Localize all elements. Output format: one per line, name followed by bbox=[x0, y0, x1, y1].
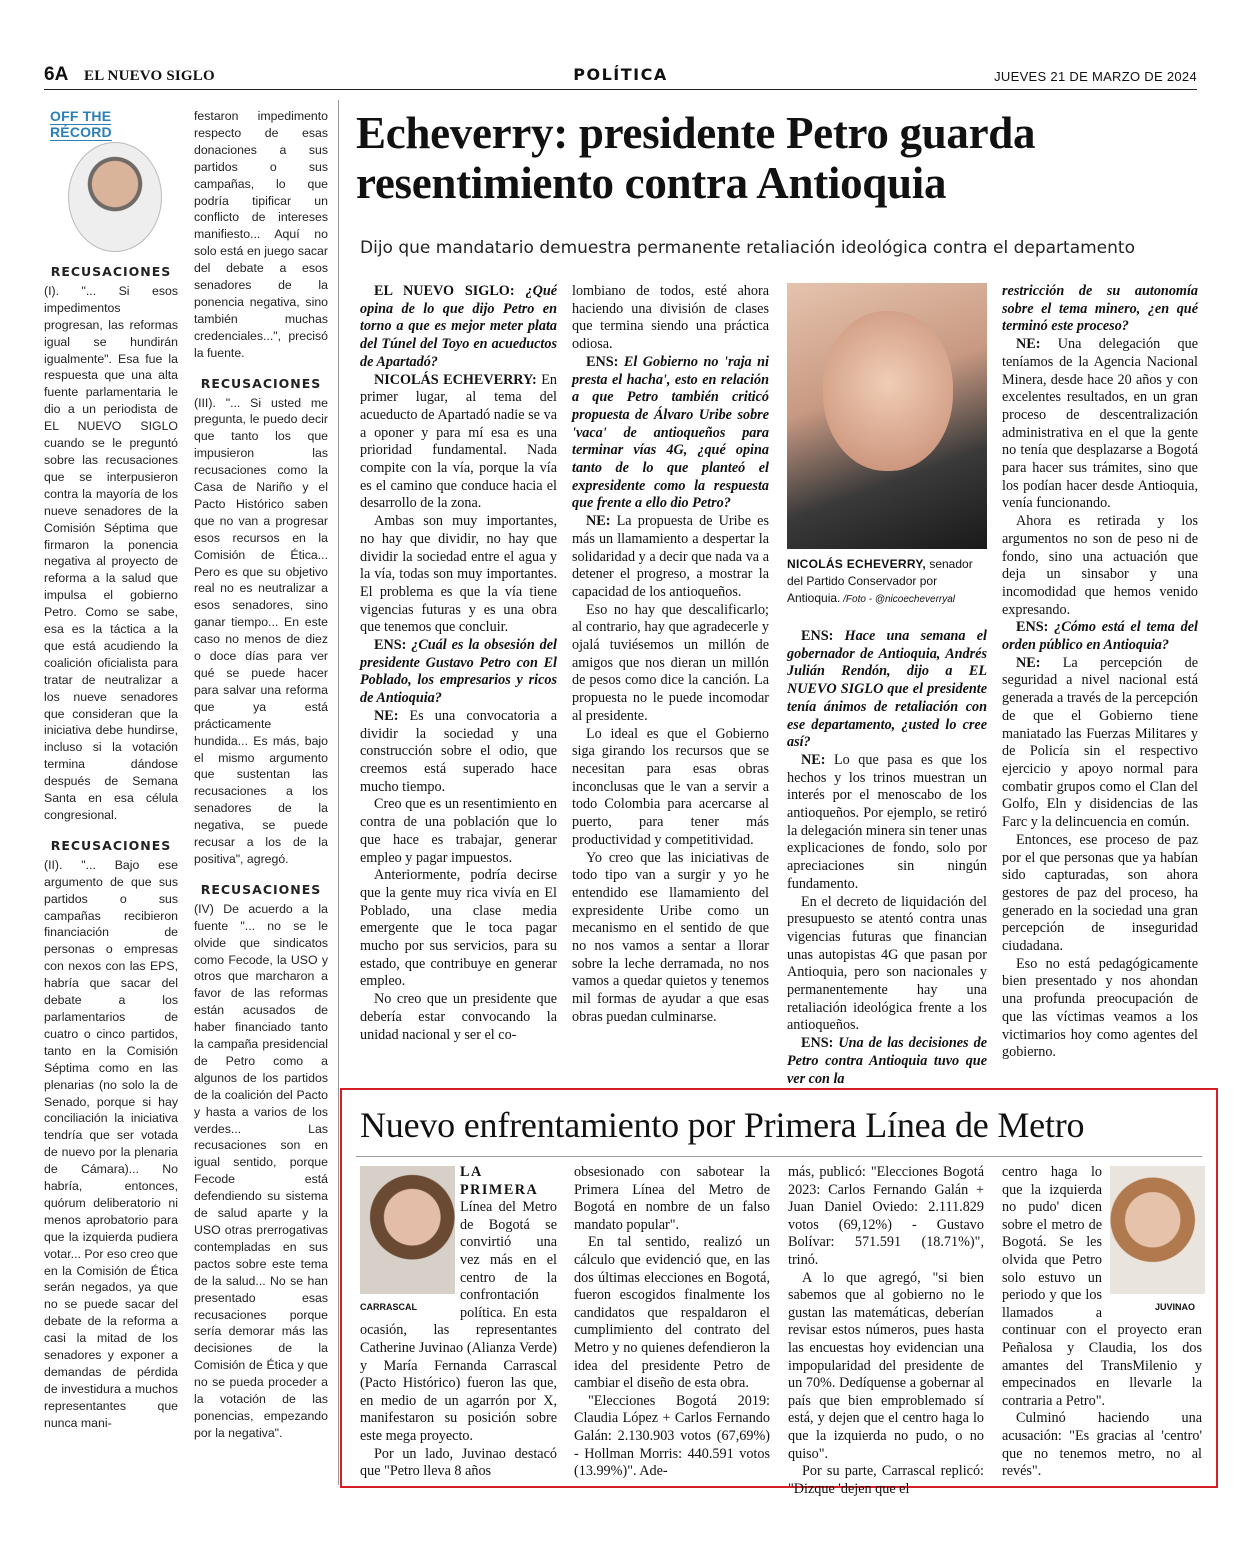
interview-answer: La percepción de seguridad a nivel nacional está generada a través de la percepción de que el Gobierno tiene maniatado las Fuerzas Militares y de Policía sin el respectivo ejercicio y apoyo normal para combatir grupos como el Clan del Golfo, Eln y disidencias de las Farc y la delincuencia en común. bbox=[1002, 654, 1198, 831]
speaker-label: ENS: bbox=[1016, 619, 1049, 636]
article-paragraph bbox=[360, 637, 557, 708]
interview-question: Una de las decisiones de Petro contra Antioquia tuvo que ver con la bbox=[787, 1035, 987, 1087]
interview-answer: En el decreto de liquidación del presupuesto se atentó contra unas vigencias futuras que financian unas autopistas 4G que pasan por Antioquia, pero son nacionales y permanentemente hay una retaliación ideológica frente a los antioqueños. bbox=[787, 893, 987, 1034]
article-title: Echeverry: presidente Petro guarda resentimiento contra Antioquia bbox=[356, 108, 1036, 208]
article-column-2 bbox=[572, 283, 769, 1027]
sidebar-paragraph: festaron impedimento respecto de esas donaciones a sus partidos o sus campañas, lo que podría tipificar un conflicto de intereses manifiesto... Aquí no solo está en juego sacar del debate a esos senadores de la ponencia negativa, sino también muchas credenciales...", precisó la fuente. bbox=[194, 109, 328, 360]
interview-answer: Ahora es retirada y los argumentos no son de peso ni de fondo, sino una actuación que deja un sinsabor y una incomodidad que hemos venido expresando. bbox=[1002, 513, 1198, 618]
article-paragraph bbox=[360, 513, 557, 637]
interview-question: El Gobierno no 'raja ni presta el hacha', esto en relación a que Petro también criticó propuesta de Álvaro Uribe sobre 'vaca' de antioqueños para terminar vías 4G, ¿qué opina tanto de lo que planteó el expresidente como la respuesta que frente a ello dio Petro? bbox=[572, 353, 769, 512]
interview-answer: Ambas son muy importantes, no hay que dividir, no hay que dividir la sociedad entre el agua y la vía, todas son muy importantes. El problema es que la vía tiene vigencias futuras y es una obra que tenemos que concluir. bbox=[360, 513, 557, 636]
article-paragraph bbox=[360, 708, 557, 797]
metro-paragraph: Por su parte, Carrascal replicó: "Dizque 'dejen que el bbox=[788, 1463, 984, 1497]
sidebar-paragraph: (II). "... Bajo ese argumento de que sus partidos o sus campañas recibieron financiación de personas o empresas con nexos con las EPS, habría que sacar del debate a los parlamentarios de cuatro o cinco partidos, tanto en la Comisión Séptima como en las plenarias (no solo la de Senado, porque si hay conciliación la iniciativa tendría que ser votada de nuevo por la plenaria de Cámara)... No habría, entonces, quórum deliberatorio ni menos aprobatorio para que la izquierda pudiera votar... Por eso creo que en la Comisión de Ética serán negados, ya que no se puede sacar del debate de la reforma a casi la mitad de los senadores y exponer a demandas de pérdida de investidura a muchos representantes que nunca mani- bbox=[44, 857, 178, 1430]
article-paragraph bbox=[572, 850, 769, 1027]
article-paragraph bbox=[360, 796, 557, 867]
article-subtitle: Dijo que mandatario demuestra permanente retaliación ideológica contra el departamento bbox=[360, 238, 1135, 258]
article-paragraph bbox=[572, 513, 769, 602]
interview-answer: Es una convocatoria a dividir la sociedad y una construcción sobre el odio, que creemos está superado hace mucho tiempo. bbox=[360, 707, 557, 795]
article-paragraph bbox=[1002, 283, 1198, 336]
metro-text: Línea del Metro de Bogotá se convirtió una vez más en el centro de la confrontación política. En esta ocasión, las representantes Catherine Juvinao (Alianza Verde) y María Fernanda Carrascal (Pacto Histórico) fueron las que, en medio de un agarrón por X, manifestaron su posición sobre este mega proyecto. bbox=[360, 1199, 557, 1444]
article-paragraph bbox=[787, 628, 987, 752]
interview-answer: Lo que pasa es que los hechos y los trinos muestran un interés por el menoscabo de los antioqueños. Por ejemplo, se retiró la delegación minera sin tener unas explicaciones de fondo, solo por apreciaciones sin ningún fundamento. bbox=[787, 751, 987, 892]
article-paragraph bbox=[1002, 336, 1198, 513]
interview-answer: Entonces, ese proceso de paz por el que personas que ya habían sido capturadas, son ahora gestores de paz del proceso, ha generado en la sociedad una gran percepción de inseguridad ciudadana. bbox=[1002, 831, 1198, 955]
sidebar-kicker: RECUSACIONES bbox=[50, 264, 172, 279]
newspaper-name: EL NUEVO SIGLO bbox=[84, 68, 215, 84]
interview-question: ¿Cuál es la obsesión del presidente Gustavo Petro con El Poblado, los empresarios y ricos de Antioquia? bbox=[360, 637, 557, 707]
article-paragraph bbox=[360, 991, 557, 1044]
sidebar-title: OFF THE RÉCORD bbox=[50, 108, 112, 140]
article-paragraph bbox=[572, 283, 769, 354]
interview-answer: Eso no está pedagógicamente bien presentado y nos ahondan una profunda preocupación de que las víctimas veamos a los victimarios hoy como agentes del gobierno. bbox=[1002, 955, 1198, 1061]
sidebar-kicker: RECUSACIONES bbox=[200, 375, 322, 391]
article-paragraph bbox=[360, 867, 557, 991]
sidebar-column-2 bbox=[194, 108, 328, 1442]
metro-column-2 bbox=[574, 1164, 770, 1481]
interview-answer: Yo creo que las iniciativas de todo tipo van a surgir y yo he entendido ese llamamiento del expresidente Uribe como un mecanismo en el sentido de que no nos vamos a sentar a llorar sobre la leche derramada, no nos vamos a quedar quietos y tenemos mil formas de ayudar a que esas obras puedan culminarse. bbox=[572, 849, 769, 1025]
speaker-label: NE: bbox=[374, 707, 399, 724]
interview-question: Hace una semana el gobernador de Antioquia, Andrés Julián Rendón, dijo a EL NUEVO SIGLO que el presidente tenía ánimos de retaliación con ese departamento, ¿usted lo cree así? bbox=[787, 628, 987, 751]
sidebar-kicker: RECUSACIONES bbox=[50, 837, 172, 853]
article-paragraph bbox=[1002, 655, 1198, 832]
page-header bbox=[44, 62, 1197, 90]
interview-question: ¿Qué opina de lo que dijo Petro en torno a que es mejor meter plata del Túnel del Toyo en acueductos de Apartadó? bbox=[360, 283, 558, 370]
article-paragraph bbox=[1002, 619, 1198, 654]
article-paragraph bbox=[787, 752, 987, 894]
speaker-label: NICOLÁS ECHEVERRY: bbox=[374, 371, 537, 388]
speaker-label: ENS: bbox=[801, 628, 834, 644]
metro-paragraph: centro haga lo que la izquierda no pudo' dicen sobre el metro de Bogotá. Se les olvida que Petro solo estuvo un periodo y que los llamados a continuar con el proyecto eran Peñalosa y Claudia, los dos amantes del TransMilenio y empecinados en llevarle la contraria a Petro". bbox=[1002, 1164, 1202, 1409]
metro-paragraph: En tal sentido, realizó un cálculo que evidenció que, en las dos últimas elecciones en Bogotá, fueron escogidos finalmente los candidatos que respaldaron el cumplimiento del contrato del Metro y no quienes defendieron la idea del presidente Petro de cambiar el diseño de esta obra. bbox=[574, 1234, 770, 1392]
speaker-label: NE: bbox=[1016, 654, 1041, 671]
article-column-1 bbox=[360, 283, 557, 1044]
photo-caption: NICOLÁS ECHEVERRY, senador del Partido Conservador por Antioquia. /Foto - @nicoecheverryal bbox=[787, 557, 973, 605]
interview-answer: Eso no hay que descalificarlo; al contrario, hay que agradecerle y ojalá tuviésemos un millón de amigos que nos dieran un millón de pesos como dice la canción. La propuesta no le puede incomodar al presidente. bbox=[572, 601, 769, 724]
carrascal-caption: CARRASCAL bbox=[360, 1302, 417, 1312]
article-paragraph bbox=[360, 283, 557, 372]
interview-question: restricción de su autonomía sobre el tema minero, ¿en qué terminó este proceso? bbox=[1002, 283, 1198, 335]
sidebar-paragraph: (I). "... Si esos impedimentos progresan, las reformas igual se hundirán igualmente". Esa fue la respuesta que una alta fuente parlamentaria le dio a un periodista de EL NUEVO SIGLO cuando se le preguntó sobre las recusaciones que se interpusieron contra la mayoría de los nueve senadores de la Comisión Séptima que firmaron la ponencia negativa al proyecto de reforma a la salud que impulsa el gobierno Petro. Como se sabe, esa es la táctica a la que está acudiendo la coalición oficialista para tratar de neutralizar a los nueve senadores que consideran que la iniciativa debe hundirse, incluso si la votación termina dándose después de Semana Santa en esa célula congresional. bbox=[44, 283, 178, 822]
interview-answer: Creo que es un resentimiento en contra de una población que lo que hace es trabajar, generar empleo y pagar impuestos. bbox=[360, 796, 557, 866]
section-name: POLÍTICA bbox=[573, 65, 668, 84]
speaker-label: NE: bbox=[586, 513, 611, 530]
sidebar-paragraph: (III). "... Si usted me pregunta, le puedo decir que tanto los que impusieron las recusaciones como la Casa de Nariño y el Pacto Histórico saben que no van a progresar esos recursos en la Comisión de Ética... Pero es que su objetivo real no es neutralizar a esos senadores, sino ganar tiempo... En este caso no menos de diez o doce días para ver qué se puede hacer para salvar una reforma que ya está prácticamente hundida... Es más, bajo el mismo argumento que sustentan las recusaciones a los senadores de la negativa, se puede recusar a los de la positiva", agregó. bbox=[194, 395, 328, 866]
article-paragraph bbox=[1002, 956, 1198, 1062]
speaker-label: NE: bbox=[801, 751, 826, 768]
interview-answer: No creo que un presidente que debería estar convocando la unidad nacional y ser el co- bbox=[360, 991, 557, 1043]
interview-answer: Anteriormente, podría decirse que la gente muy rica vivía en El Poblado, una clase media emergente que le toca pagar mucho por sus servicios, para su estado, que contribuye en generar empleo. bbox=[360, 867, 557, 990]
interview-answer: En primer lugar, al tema del acueducto de Apartadó nadie se va a oponer y para mí esa es una prioridad fundamental. Nada compite con la vía, porque la vía es el camino que conduce hacia el desarrollo de la zona. bbox=[360, 371, 557, 512]
title-rule bbox=[356, 1156, 1202, 1157]
metro-paragraph bbox=[360, 1446, 557, 1481]
metro-paragraph: "Elecciones Bogotá 2019: Claudia López + Carlos Fernando Galán: 2.130.903 votos (67,69%) - Hollman Morris: 440.591 votos (13.99%)". Ade- bbox=[574, 1392, 770, 1480]
lead-in: LA PRIMERA bbox=[460, 1164, 539, 1198]
article-paragraph bbox=[1002, 513, 1198, 619]
article-paragraph bbox=[572, 726, 769, 850]
metro-paragraph: obsesionado con sabotear la Primera Línea del Metro de Bogotá en nombre de un falso mandato popular". bbox=[574, 1164, 770, 1233]
interview-answer: La propuesta de Uribe es más un llamamiento a despertar la solidaridad y a decir que nada va a detener el progreso, a mostrar la capacidad de los antioqueños. bbox=[572, 513, 769, 600]
metro-column-4 bbox=[1002, 1164, 1202, 1481]
sidebar-column-1 bbox=[44, 264, 178, 1432]
interview-answer: Lo ideal es que el Gobierno siga girando los recursos que se necesitan para esas obras inconclusas que le van a servir a todo Colombia para acercarse al puerto, para tener más productividad y competitividad. bbox=[572, 725, 769, 848]
column-divider bbox=[338, 100, 339, 1485]
article-paragraph bbox=[787, 1035, 987, 1088]
metro-column-1 bbox=[360, 1164, 557, 1481]
article-column-3 bbox=[787, 628, 987, 1088]
interview-question: ¿Cómo está el tema del orden público en Antioquia? bbox=[1002, 619, 1198, 654]
metro-article-title: Nuevo enfrentamiento por Primera Línea de Metro bbox=[360, 1105, 1085, 1145]
article-paragraph bbox=[572, 602, 769, 726]
speaker-label: ENS: bbox=[801, 1035, 834, 1052]
metro-column-3 bbox=[788, 1164, 984, 1498]
metro-paragraph: más, publicó: "Elecciones Bogotá 2023: Carlos Fernando Galán + Juan Daniel Oviedo: 2.111.829 votos (69,12%) - Gustavo Bolívar: 571.591 (18.71%)", trinó. bbox=[788, 1164, 984, 1268]
interview-answer: lombiano de todos, esté ahora haciendo una división de clases que termina siendo una práctica odiosa. bbox=[572, 283, 769, 353]
metro-text: Por un lado, Juvinao destacó que "Petro lleva 8 años bbox=[360, 1445, 557, 1480]
metro-paragraph: A lo que agregó, "si bien sabemos que al gobierno no le gustan las matemáticas, deberían revisar estos números, pues hasta las encuestas hoy evidencian una impopularidad del presidente de un 70%. Dedíquense a gobernar al país que bien emproblemado sí está, y dejen que el centro haga lo que la izquierda no pudo, o no quiso". bbox=[788, 1269, 984, 1462]
article-paragraph bbox=[572, 354, 769, 513]
metro-article-box bbox=[340, 1088, 1218, 1497]
speaker-label: ENS: bbox=[374, 637, 407, 654]
issue-date: JUEVES 21 DE MARZO DE 2024 bbox=[994, 69, 1197, 84]
article-paragraph bbox=[1002, 832, 1198, 956]
article-paragraph bbox=[360, 372, 557, 514]
speaker-label: ENS: bbox=[586, 353, 619, 370]
speaker-label: NE: bbox=[1016, 336, 1041, 353]
juvinao-caption: JUVINAO bbox=[1155, 1302, 1196, 1312]
page-number: 6A bbox=[44, 64, 69, 85]
interview-answer: Una delegación que teníamos de la Agencia Nacional Minera, desde hace 20 años y con excelentes resultados, en un gran proceso de descentralización administrativa en el que la gente no tenía que desplazarse a Bogotá para hacer sus trámites, sino que los podían hacer desde Antioquia, venía funcionando. bbox=[1002, 336, 1198, 512]
metro-paragraph: Culminó haciendo una acusación: "Es gracias al 'centro' que no tenemos metro, no al revés". bbox=[1002, 1410, 1202, 1480]
sidebar-kicker: RECUSACIONES bbox=[200, 881, 322, 897]
speaker-label: EL NUEVO SIGLO: bbox=[374, 283, 515, 299]
echeverry-photo bbox=[787, 283, 987, 549]
columnist-photo bbox=[68, 142, 162, 252]
article-paragraph bbox=[787, 894, 987, 1036]
article-column-4 bbox=[1002, 283, 1198, 1062]
sidebar-paragraph: (IV) De acuerdo a la fuente "... no se le olvide que sindicatos como Fecode, la USO y otros que marcharon a favor de las reformas están acusados de haber financiado tanto la campaña presidencial de Petro como a algunos de los partidos de la coalición del Pacto y hasta a varios de los verdes... Las recusaciones son en igual sentido, porque Fecode está defendiendo su sistema de salud aparte y la USO otras prerrogativas contempladas en sus pactos sobre este tema de la salud... No se han presentado esas recusaciones porque sería demorar más las decisiones de la Comisión de Ética y que no se pueda proceder a la votación de las ponencias, empezando por la negativa". bbox=[194, 901, 328, 1440]
